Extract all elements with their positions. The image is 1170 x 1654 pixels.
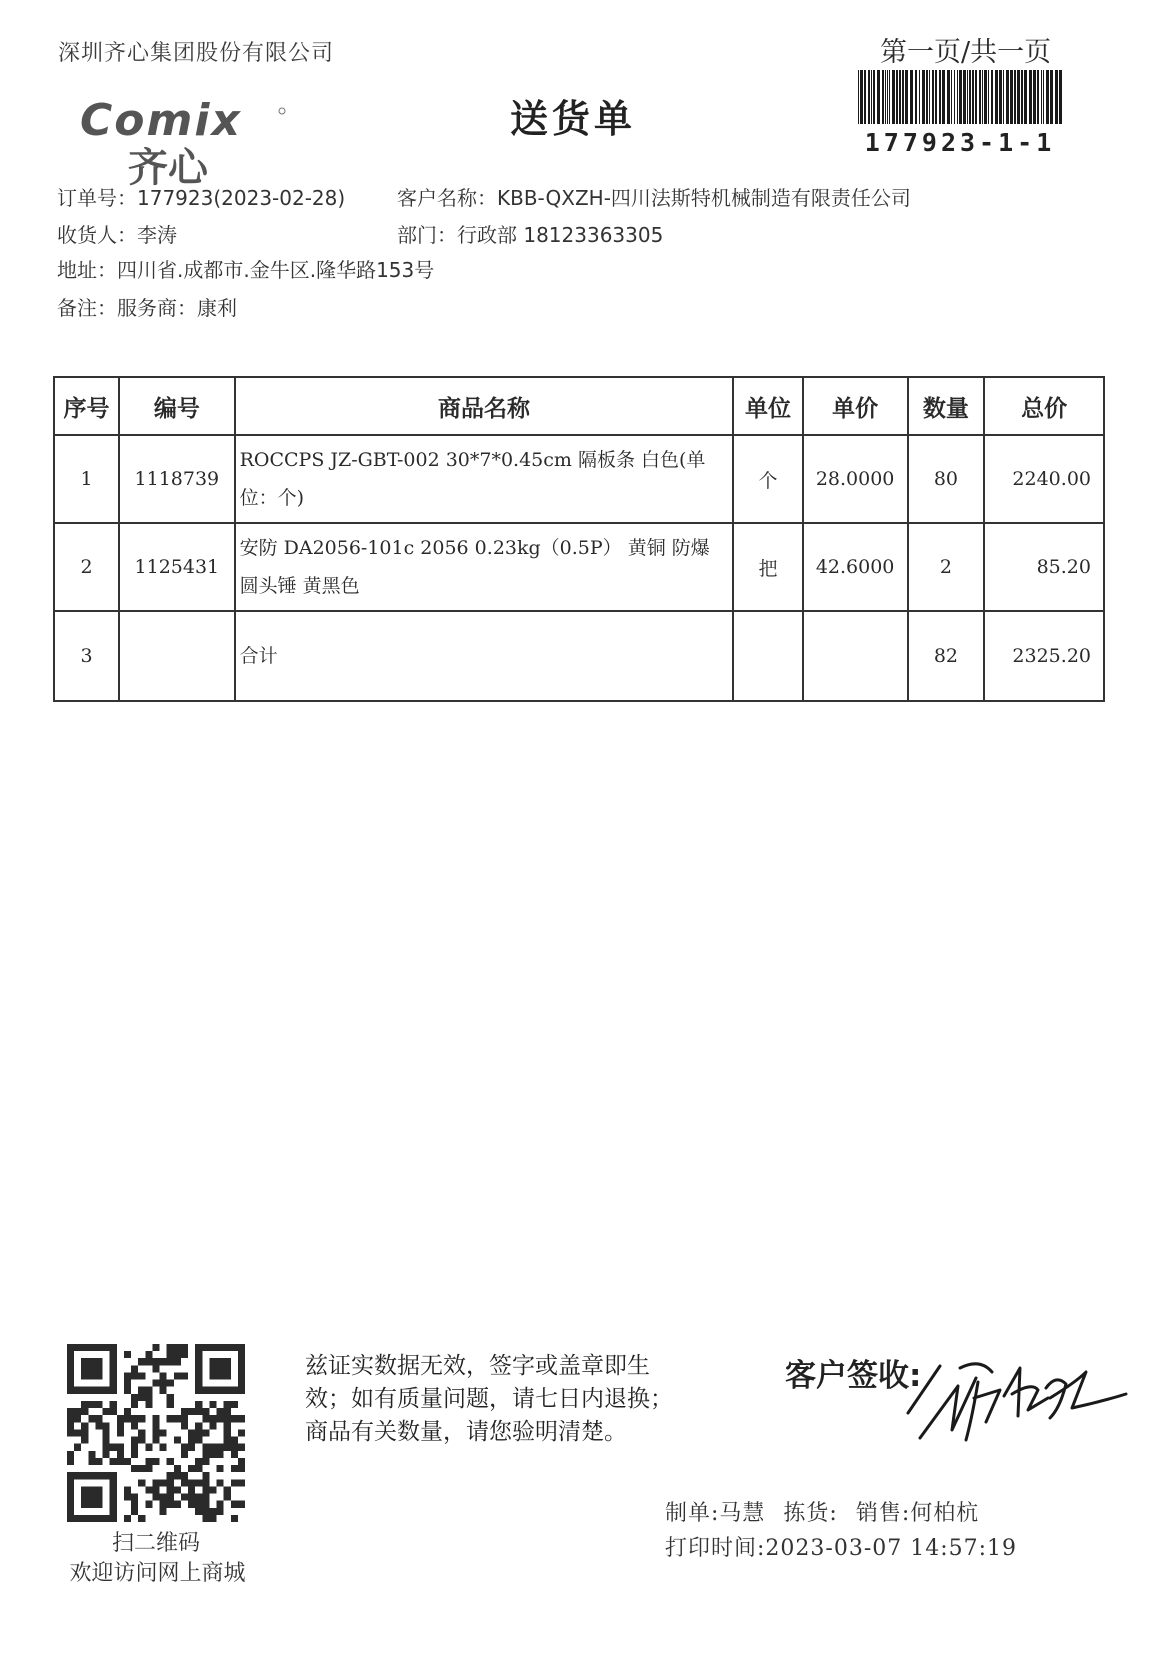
col-header-unit: 单位 xyxy=(733,377,802,435)
notice-text xyxy=(305,1350,690,1449)
remark xyxy=(57,292,237,321)
remark-label: 备注： xyxy=(57,296,117,320)
cell-seq: 1 xyxy=(54,435,119,523)
maker: 制单:马慧 xyxy=(665,1501,766,1526)
cell-price: 42.6000 xyxy=(803,523,908,611)
seller: 销售:何柏杭 xyxy=(855,1501,980,1526)
customer-name xyxy=(397,182,911,211)
cell-unit: 个 xyxy=(733,435,802,523)
cell-seq: 2 xyxy=(54,523,119,611)
cell-total: 2240.00 xyxy=(984,435,1104,523)
qr-caption-scan: 扫二维码 xyxy=(111,1531,200,1556)
cell-qty: 2 xyxy=(908,523,985,611)
col-header-name: 商品名称 xyxy=(235,377,734,435)
comix-logo xyxy=(80,95,300,187)
cell-code xyxy=(119,611,234,701)
handwritten-signature xyxy=(900,1338,1130,1448)
customer-label: 客户名称： xyxy=(397,186,497,210)
order-label: 订单号： xyxy=(57,186,137,210)
print-time: 打印时间:2023-03-07 14:57:19 xyxy=(665,1536,1018,1561)
address-value: 四川省.成都市.金牛区.隆华路153号 xyxy=(117,258,435,282)
cell-name: 安防 DA2056-101c 2056 0.23kg（0.5P） 黄铜 防爆圆头锤 黄黑色 xyxy=(235,523,734,611)
cell-price xyxy=(803,611,908,701)
cell-name: ROCCPS JZ-GBT-002 30*7*0.45cm 隔板条 白色(单位：个) xyxy=(235,435,734,523)
cell-total: 85.20 xyxy=(984,523,1104,611)
cell-price: 28.0000 xyxy=(803,435,908,523)
remark-value: 服务商：康利 xyxy=(117,296,237,320)
cell-qty: 80 xyxy=(908,435,985,523)
col-header-seq: 序号 xyxy=(54,377,119,435)
address-label: 地址： xyxy=(57,258,117,282)
customer-sign-label: 客户签收: xyxy=(785,1358,922,1394)
col-header-code: 编号 xyxy=(119,377,234,435)
dept-label: 部门： xyxy=(397,223,457,247)
order-number xyxy=(57,182,345,211)
cell-unit: 把 xyxy=(733,523,802,611)
receiver-label: 收货人： xyxy=(57,223,137,247)
qr-caption-mall: 欢迎访问网上商城 xyxy=(69,1561,246,1586)
barcode xyxy=(858,70,1062,124)
footer-staff xyxy=(665,1496,979,1527)
barcode-number: 177923-1-1 xyxy=(864,128,1056,157)
cell-code: 1118739 xyxy=(119,435,234,523)
document-title: 送货单 xyxy=(510,97,637,141)
cell-qty: 82 xyxy=(908,611,985,701)
page-info: 第一页/共一页 xyxy=(880,37,1052,68)
address xyxy=(57,254,434,283)
department xyxy=(397,219,663,248)
notice-line: 商品有关数量，请您验明清楚。 xyxy=(305,1419,627,1445)
picker: 拣货: xyxy=(783,1501,838,1526)
table-row xyxy=(54,523,1104,611)
cell-unit xyxy=(733,611,802,701)
col-header-qty: 数量 xyxy=(908,377,985,435)
col-header-total: 总价 xyxy=(984,377,1104,435)
table-row xyxy=(54,435,1104,523)
items-table xyxy=(53,376,1105,702)
cell-seq: 3 xyxy=(54,611,119,701)
col-header-price: 单价 xyxy=(803,377,908,435)
cell-total: 2325.20 xyxy=(984,611,1104,701)
table-row-summary xyxy=(54,611,1104,701)
logo-text-en: Comix xyxy=(80,95,242,146)
cell-name: 合计 xyxy=(235,611,734,701)
order-value: 177923(2023-02-28) xyxy=(137,186,346,210)
notice-line: 兹证实数据无效，签字或盖章即生 xyxy=(305,1353,650,1379)
receiver xyxy=(57,219,177,248)
company-name: 深圳齐心集团股份有限公司 xyxy=(58,41,335,66)
receiver-value: 李涛 xyxy=(137,223,177,247)
table-header-row xyxy=(54,377,1104,435)
dept-value: 行政部 18123363305 xyxy=(457,223,664,247)
notice-line: 效；如有质量问题，请七日内退换； xyxy=(305,1386,673,1412)
customer-value: KBB-QXZH-四川法斯特机械制造有限责任公司 xyxy=(497,186,911,210)
cell-code: 1125431 xyxy=(119,523,234,611)
qr-code[interactable] xyxy=(67,1344,245,1522)
logo-text-cn: 齐心 xyxy=(128,145,208,187)
